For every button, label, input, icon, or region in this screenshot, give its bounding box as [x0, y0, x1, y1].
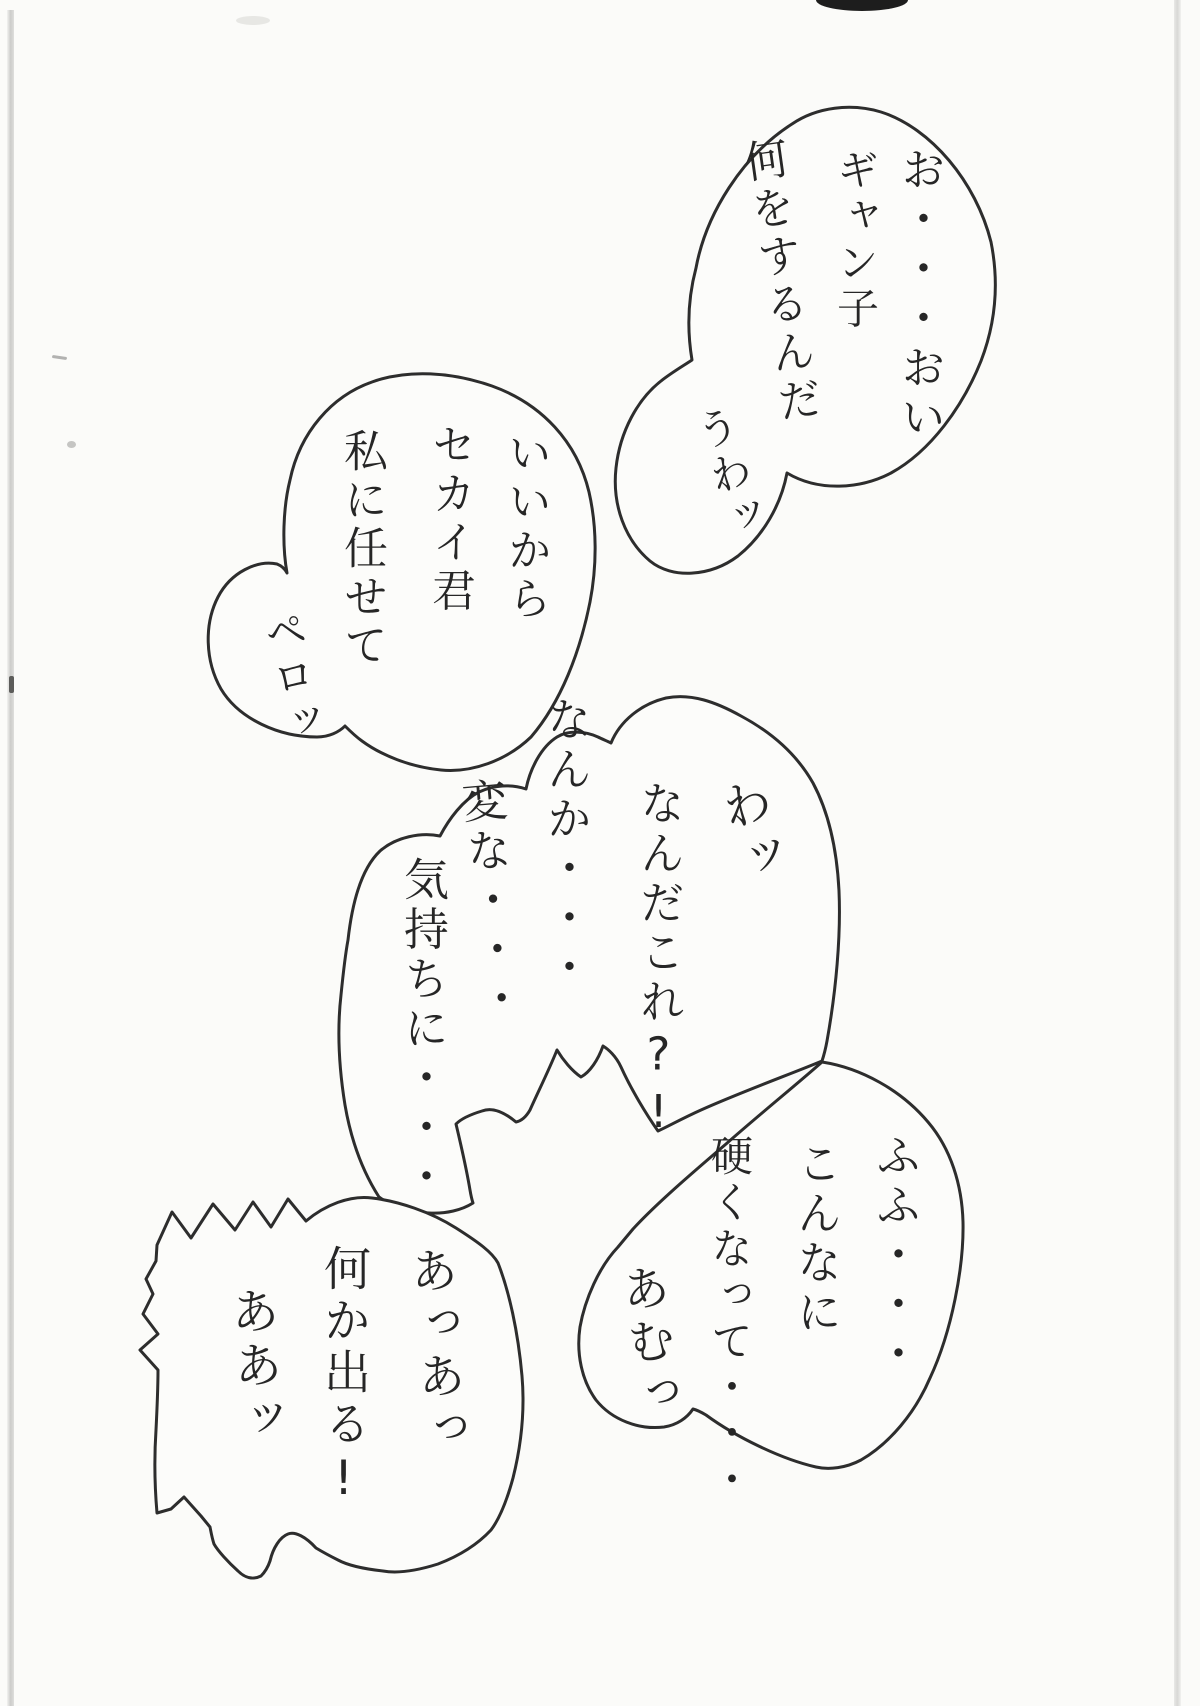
- dialogue-column: ギャン子: [831, 148, 880, 333]
- dialogue-column: 私に任せて: [336, 428, 387, 670]
- dialogue-column: うわッ: [685, 401, 772, 548]
- dialogue-column: 何か出る!: [316, 1244, 371, 1511]
- dialogue-column: ああッ: [222, 1284, 288, 1449]
- dialogue-column: こんなに: [789, 1140, 842, 1338]
- dialogue-column: 硬くなって・・・: [705, 1134, 754, 1504]
- dialogue-column: ふふ・・・: [868, 1132, 921, 1380]
- scan-smudge: [9, 676, 14, 693]
- dialogue-column: なんか・・・: [539, 696, 592, 993]
- scan-edge-shadow-right: [1174, 0, 1181, 1706]
- dialogue-column: 気持ちに・・・: [396, 856, 449, 1203]
- scan-smudge: [236, 16, 270, 25]
- scan-edge-shadow-left: [7, 10, 14, 1706]
- dialogue-column: あむっ: [611, 1261, 684, 1425]
- dialogue-column: セカイ君: [424, 422, 475, 616]
- dialogue-column: わッ: [708, 772, 792, 894]
- dialogue-column: 変な・・・: [452, 775, 527, 1027]
- dialogue-column: お・・・おい: [893, 146, 946, 443]
- dialogue-column: なんだこれ?!: [632, 780, 685, 1143]
- dialogue-column: 何をするんだ: [733, 134, 825, 430]
- dialogue-column: ペロッ: [255, 605, 328, 751]
- dialogue-column: いいから: [500, 430, 551, 624]
- scan-smudge: [67, 441, 76, 448]
- dialogue-column: あっあっ: [400, 1244, 471, 1459]
